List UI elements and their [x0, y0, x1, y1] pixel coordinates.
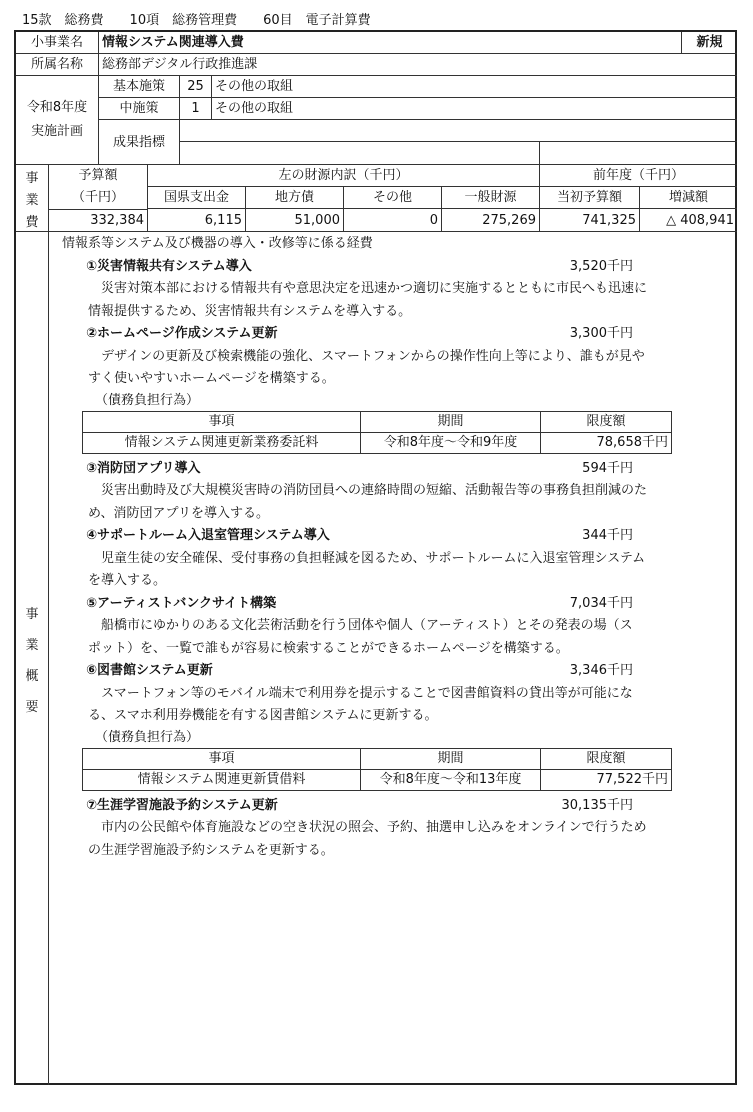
header-period: 期間 — [361, 748, 541, 769]
basic-policy-text: その他の取組 — [212, 76, 737, 98]
plan-label-line: 実施計画 — [30, 124, 83, 139]
item-amount: 344千円 — [582, 528, 633, 543]
description-line: を導入する。 — [88, 573, 167, 588]
name-label: 小事業名 — [16, 32, 99, 54]
outcome-label: 成果指標 — [99, 120, 180, 165]
debt-period: 令和8年度～令和13年度 — [361, 769, 541, 790]
item-amount: 594千円 — [582, 460, 633, 476]
project-name: 情報システム関連導入費 — [99, 32, 682, 54]
col-general: 一般財源 — [442, 187, 540, 209]
overview-item — [69, 323, 737, 454]
plan-label — [16, 76, 99, 165]
prev-year-label: 前年度（千円） — [540, 165, 737, 187]
description-line: め、消防団アプリを導入する。 — [88, 505, 269, 521]
item-amount: 3,520千円 — [569, 258, 633, 274]
side-char: 費 — [25, 214, 39, 230]
item-description — [69, 480, 737, 525]
national-prefectural-value: 6,115 — [148, 209, 246, 232]
description-line: 市内の公民館や体育施設などの空き状況の照会、予約、抽選申し込みをオンラインで行うため — [101, 820, 647, 835]
overview-item — [69, 660, 737, 791]
item-amount: 3,346千円 — [569, 663, 633, 678]
item-amount: 3,300千円 — [569, 326, 633, 341]
description-line: の生涯学習施設予約システムを更新する。 — [88, 842, 334, 858]
general-value: 275,269 — [442, 209, 540, 232]
description-line: 児童生徒の安全確保、受付事務の負担軽減を図るため、サポートルームに入退室管理システム — [101, 550, 646, 566]
basic-policy-label: 基本施策 — [99, 76, 180, 98]
debt-item: 情報システム関連更新業務委託料 — [83, 432, 361, 453]
item-title: ②ホームページ作成システム更新 — [86, 326, 278, 341]
budget-total: 332,384 — [49, 209, 148, 232]
item-description — [69, 346, 737, 391]
overview-item — [69, 458, 737, 526]
item-description — [69, 278, 737, 323]
table-header-row — [83, 411, 672, 432]
side-char: 業 — [25, 637, 39, 653]
item-description — [69, 548, 737, 593]
dept-label: 所属名称 — [16, 54, 99, 76]
overview-content — [49, 230, 737, 1084]
debt-label: （債務負担行為） — [95, 729, 200, 745]
item-title-row — [69, 660, 737, 683]
description-line: 災害出動時及び大規模災害時の消防団員への連絡時間の短縮、活動報告等の事務負担削減のた — [101, 483, 648, 498]
item-title-row — [69, 795, 737, 818]
item-title: ⑥図書館システム更新 — [86, 663, 213, 678]
budget-side-label — [16, 165, 49, 232]
item-title: ④サポートルーム入退室管理システム導入 — [86, 528, 330, 543]
outcome-cell — [540, 142, 737, 165]
overview-item — [69, 593, 737, 661]
table-row — [83, 432, 672, 453]
source-label: 左の財源内訳（千円） — [148, 165, 540, 187]
item-title-row — [69, 593, 737, 616]
side-char: 要 — [25, 699, 39, 715]
description-line: る、スマホ利用券機能を有する図書館システムに更新する。 — [88, 708, 438, 723]
mid-policy-text: その他の取組 — [212, 98, 737, 120]
item-title: ⑤アーティストバンクサイト構築 — [86, 595, 277, 611]
budget-classification — [22, 9, 397, 28]
dept-name: 総務部デジタル行政推進課 — [99, 54, 737, 76]
item-description — [69, 615, 737, 660]
header-limit: 限度額 — [541, 411, 672, 432]
col-change: 増減額 — [640, 187, 737, 209]
mid-policy-label: 中施策 — [99, 98, 180, 120]
side-char: 事 — [25, 170, 39, 186]
col-local-bond: 地方債 — [246, 187, 344, 209]
budget-label-line: 予算額 — [78, 168, 118, 183]
debt-period: 令和8年度～令和9年度 — [361, 432, 541, 453]
description-line: 災害対策本部における情報共有や意思決定を迅速かつ適切に実施するとともに市民へも迅速に — [101, 281, 648, 296]
debt-limit: 78,658千円 — [541, 432, 672, 453]
local-bond-value: 51,000 — [246, 209, 344, 232]
plan-label-line: 令和8年度 — [26, 100, 88, 115]
side-char: 概 — [25, 668, 39, 684]
description-line: ポット）を、一覧で誰もが容易に検索することができるホームページを構築する。 — [88, 640, 569, 656]
debt-limit: 77,522千円 — [541, 769, 672, 790]
debt-item: 情報システム関連更新賃借料 — [83, 769, 361, 790]
kou: 10項 総務管理費 — [129, 13, 238, 28]
side-char: 事 — [25, 606, 39, 622]
table-row — [83, 769, 672, 790]
item-description — [69, 683, 737, 728]
budget-label-line: （千円） — [71, 190, 124, 205]
item-title-row — [69, 525, 737, 548]
mid-policy-no: 1 — [180, 98, 212, 120]
header-item: 事項 — [83, 411, 361, 432]
header-limit: 限度額 — [541, 748, 672, 769]
debt-label: （債務負担行為） — [95, 392, 200, 408]
description-line: スマートフォン等のモバイル端末で利用券を提示することで図書館資料の貸出等が可能にな — [101, 685, 633, 701]
debt-table — [82, 411, 672, 454]
description-line: デザインの更新及び検索機能の強化、スマートフォンからの操作性向上等により、誰もが見や — [101, 348, 645, 364]
col-national-prefectural: 国県支出金 — [148, 187, 246, 209]
moku: 60目 電子計算費 — [263, 13, 371, 28]
overview-intro: 情報系等システム及び機器の導入・改修等に係る経費 — [62, 236, 373, 251]
budget-label — [49, 165, 148, 209]
overview-side-label — [16, 232, 49, 1085]
kan: 15款 総務費 — [22, 13, 104, 28]
side-char: 業 — [25, 192, 39, 208]
table-header-row — [83, 748, 672, 769]
status-badge: 新規 — [682, 32, 737, 54]
item-description — [69, 817, 737, 862]
item-title: ③消防団アプリ導入 — [86, 460, 201, 476]
other-value: 0 — [344, 209, 442, 232]
item-title: ⑦生涯学習施設予約システム更新 — [86, 797, 278, 813]
description-line: 情報提供するため、災害情報共有システムを導入する。 — [88, 303, 412, 319]
change-value: △ 408,941 — [640, 209, 737, 232]
overview-item — [69, 525, 737, 593]
col-initial-budget: 当初予算額 — [540, 187, 640, 209]
overview-item — [69, 795, 737, 863]
item-title-row — [69, 256, 737, 279]
item-title-row — [69, 323, 737, 346]
basic-policy-no: 25 — [180, 76, 212, 98]
debt-table — [82, 748, 672, 791]
initial-budget-value: 741,325 — [540, 209, 640, 232]
outcome-cell — [180, 142, 540, 165]
item-title: ①災害情報共有システム導入 — [86, 258, 252, 274]
overview-item — [69, 256, 737, 324]
item-amount: 30,135千円 — [561, 797, 633, 813]
description-line: すく使いやすいホームページを構築する。 — [88, 371, 335, 386]
header-item: 事項 — [83, 748, 361, 769]
outcome-cell — [180, 120, 737, 142]
header-period: 期間 — [361, 411, 541, 432]
item-title-row — [69, 458, 737, 481]
description-line: 船橋市にゆかりのある文化芸術活動を行う団体や個人（アーティスト）とその発表の場（ス — [101, 618, 633, 633]
project-sheet — [14, 30, 737, 1085]
item-amount: 7,034千円 — [569, 595, 633, 611]
col-other: その他 — [344, 187, 442, 209]
